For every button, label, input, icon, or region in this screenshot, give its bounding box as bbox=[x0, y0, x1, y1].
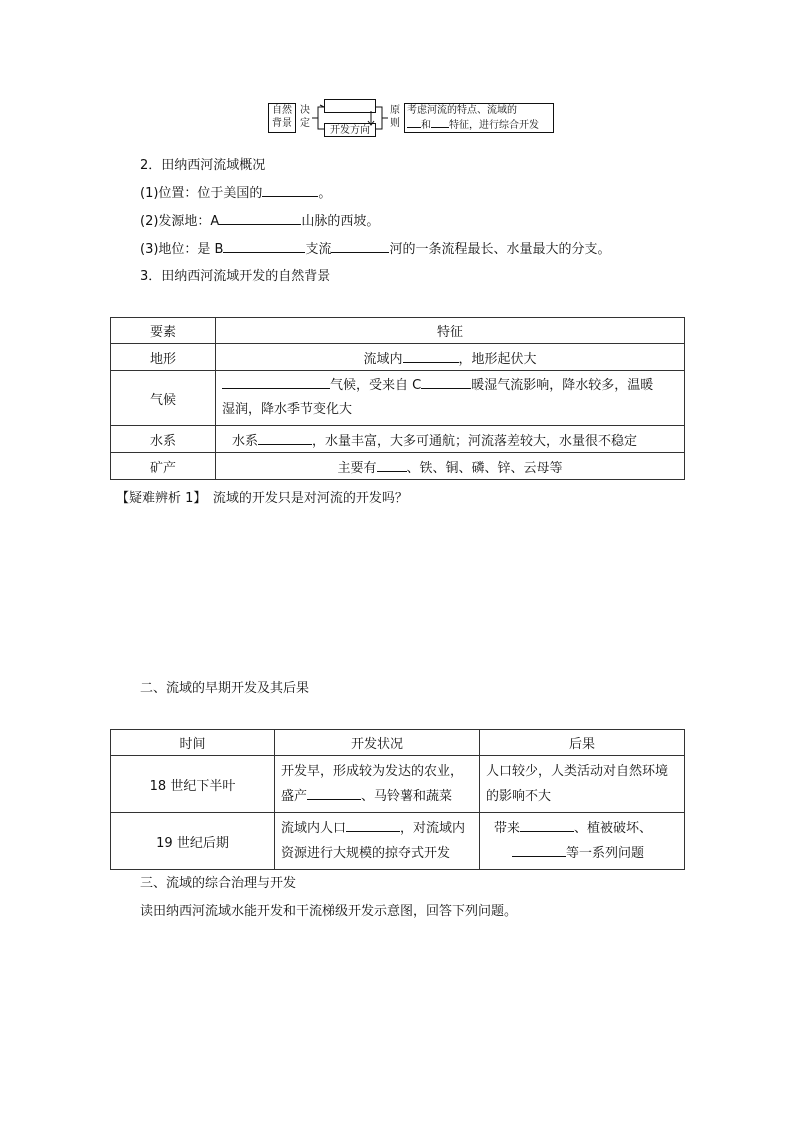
diagram-right-box: 考虑河流的特点、流域的 和 特征，进行综合开发 bbox=[404, 103, 554, 133]
reading-instruction: 读田纳西河流域水能开发和干流梯级开发示意图，回答下列问题。 bbox=[140, 904, 518, 919]
answer-blank[interactable] bbox=[403, 350, 459, 363]
section-governance-heading: 三、流域的综合治理与开发 bbox=[140, 876, 297, 891]
answer-blank[interactable] bbox=[421, 376, 471, 389]
section-early-heading: 二、流域的早期开发及其后果 bbox=[140, 681, 310, 696]
answer-blank[interactable] bbox=[258, 432, 312, 445]
table-row: 18 世纪下半叶 开发早，形成较为发达的农业， 盛产 、马铃薯和蔬菜 人口较少，人类活动对自然环境 的影响不大 bbox=[111, 756, 685, 813]
answer-blank[interactable] bbox=[222, 376, 330, 389]
answer-blank[interactable] bbox=[307, 787, 361, 800]
diagram-principle-label: 原 则 bbox=[390, 105, 400, 129]
answer-blank[interactable] bbox=[520, 819, 574, 832]
section-2-heading: 2．田纳西河流域概况 bbox=[140, 158, 266, 173]
table-row: 矿产 主要有 、铁、铜、磷、锌、云母等 bbox=[111, 453, 685, 480]
early-development-table bbox=[110, 729, 685, 870]
status-line: (3)地位：是 B 支流 河的一条流程最长、水量最大的分支。 bbox=[140, 242, 611, 257]
natural-background-table bbox=[110, 317, 685, 480]
source-line: (2)发源地：A 山脉的西坡。 bbox=[140, 214, 380, 229]
diagram-bottom-box: 开发方向 bbox=[324, 123, 376, 137]
table-header: 要素 bbox=[111, 318, 216, 344]
table-row: 地形 流域内 ，地形起伏大 bbox=[111, 344, 685, 371]
answer-blank[interactable] bbox=[219, 212, 301, 225]
table-row: 水系 水系 ，水量丰富，大多可通航；河流落差较大，水量很不稳定 bbox=[111, 426, 685, 453]
position-line: (1)位置：位于美国的 。 bbox=[140, 186, 332, 201]
table-header: 后果 bbox=[480, 730, 685, 756]
answer-blank[interactable] bbox=[262, 184, 318, 197]
answer-blank[interactable] bbox=[512, 844, 566, 857]
section-3-heading: 3．田纳西河流域开发的自然背景 bbox=[140, 269, 331, 284]
answer-blank[interactable] bbox=[331, 240, 389, 253]
table-header: 时间 bbox=[111, 730, 275, 756]
table-row: 气候 气候，受来自 C 暖湿气流影响，降水较多，温暖 湿润，降水季节变化大 bbox=[111, 371, 685, 426]
diagram-top-box bbox=[324, 99, 376, 113]
diagram-decide-label: 决 定 bbox=[300, 105, 310, 129]
difficulty-question-1: 【疑难辨析 1】 流域的开发只是对河流的开发吗？ bbox=[116, 491, 408, 506]
flow-diagram bbox=[268, 99, 558, 137]
table-row: 19 世纪后期 流域内人口 ，对流域内 资源进行大规模的掠夺式开发 带来 、植被破坏、 等一系列问题 bbox=[111, 813, 685, 870]
answer-blank[interactable] bbox=[223, 240, 305, 253]
table-header: 开发状况 bbox=[275, 730, 480, 756]
answer-blank[interactable] bbox=[377, 459, 407, 472]
diagram-left-box: 自然 背景 bbox=[268, 103, 296, 133]
answer-blank[interactable] bbox=[346, 819, 400, 832]
table-header: 特征 bbox=[216, 318, 685, 344]
